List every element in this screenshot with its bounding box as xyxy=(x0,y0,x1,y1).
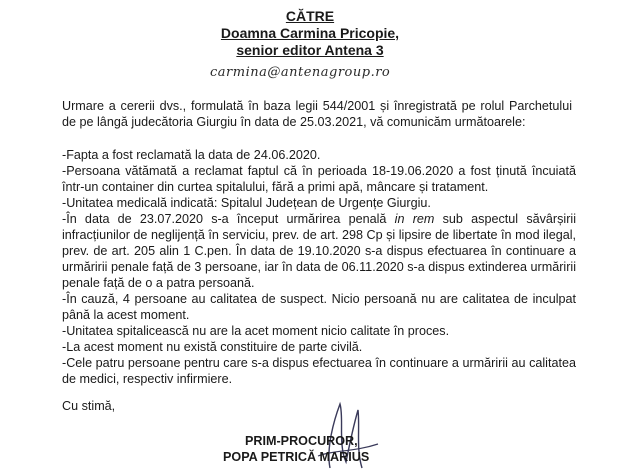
list-item: -Unitatea medicală indicată: Spitalul Județean de Urgențe Giurgiu. xyxy=(62,196,431,210)
list-item: -La acest moment nu există constituire de parte civilă. xyxy=(62,340,363,354)
recipient-role: senior editor Antena 3 xyxy=(236,42,384,58)
handwritten-email: carmina@antenagroup.ro xyxy=(210,65,391,80)
list-item: -Persoana vătămată a reclamat faptul că în perioada 18-19.06.2020 a fost ținută încuiată într-un container din curtea spitalului, fără a primi apă, mâncare și tratament. xyxy=(62,164,576,194)
recipient-heading: CĂTRE xyxy=(285,8,335,24)
list-item-text: sub aspectul săvârșirii infracțiunilor de neglijență în serviciu, prev. de art. 298 Cp și lipsire de libertate în mod ilegal, prev. de art. 205 alin 1 C.pen. În data de 19.10.2020 s-a dispus efectuarea în continuare a urmăririi penale față de 3 persoane, iar în data de 06.11.2020 s-a dispus extinderea urmăririi penale față de o a patra persoană. xyxy=(62,212,576,290)
signatory-name: POPA PETRICĂ MARIUS xyxy=(223,450,370,464)
list-item: -Fapta a fost reclamată la data de 24.06.2020. xyxy=(62,148,321,162)
latin-term: in rem xyxy=(394,212,435,226)
closing-salutation: Cu stimă, xyxy=(62,399,116,413)
list-item xyxy=(62,211,576,291)
recipient-name: Doamna Carmina Pricopie, xyxy=(220,25,400,41)
list-item: -Unitatea spitalicească nu are la acet moment nicio calitate în proces. xyxy=(62,324,450,338)
list-item: -Cele patru persoane pentru care s-a dispus efectuarea în continuare a urmăririi au calitatea de medici, respectiv infirmiere. xyxy=(62,356,576,386)
intro-paragraph: Urmare a cererii dvs., formulată în baza legii 544/2001 și înregistrată pe rolul Parchetului de pe lângă judecătoria Giurgiu în data de 25.03.2021, vă comunicăm următoarele: xyxy=(62,99,572,129)
facts-list xyxy=(62,147,576,387)
signatory-title: PRIM-PROCUROR, xyxy=(245,434,358,448)
list-item-text: -În data de 23.07.2020 s-a început urmărirea penală xyxy=(62,212,395,226)
list-item: -În cauză, 4 persoane au calitatea de suspect. Nicio persoană nu are calitatea de inculpat până la acest moment. xyxy=(62,292,576,322)
